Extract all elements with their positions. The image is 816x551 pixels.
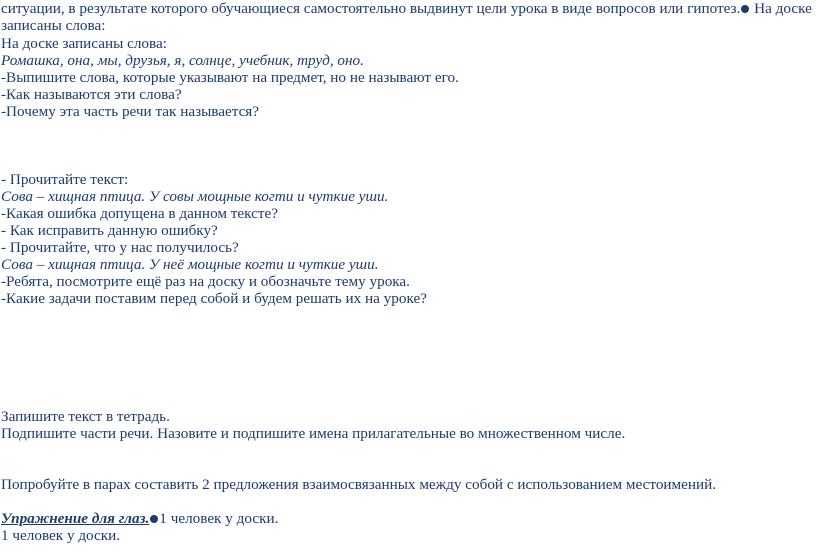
- task-pair-sentences: Попробуйте в парах составить 2 предложения взаимосвязанных между собой с использованием местоимений.: [1, 476, 717, 493]
- question-lesson-tasks: -Какие задачи поставим перед собой и будем решать их на уроке?: [1, 290, 427, 307]
- task-read-result: - Прочитайте, что у нас получилось?: [1, 239, 239, 256]
- question-part-of-speech: -Почему эта часть речи так называется?: [1, 103, 260, 120]
- task-label-parts-of-speech: Подпишите части речи. Назовите и подпишите имена прилагательные во множественном числе.: [1, 425, 626, 442]
- text-line-written-words: записаны слова:: [1, 17, 106, 34]
- task-lesson-topic: -Ребята, посмотрите ещё раз на доску и обозначьте тему урока.: [1, 273, 410, 290]
- question-mistake: -Какая ошибка допущена в данном тексте?: [1, 205, 279, 222]
- text-line-situation: [1, 0, 812, 17]
- task-write-text: Запишите текст в тетрадь.: [1, 408, 170, 425]
- bullet-icon: [150, 515, 158, 523]
- question-fix-mistake: - Как исправить данную ошибку?: [1, 222, 218, 239]
- task-write-words: -Выпишите слова, которые указывают на предмет, но не называют его.: [1, 69, 459, 86]
- italic-word-list: Ромашка, она, мы, друзья, я, солнце, учебник, труд, оно.: [1, 52, 364, 69]
- text-line-person-at-board: 1 человек у доски.: [1, 527, 121, 544]
- task-read-text: - Прочитайте текст:: [1, 171, 129, 188]
- bullet-icon: [741, 5, 749, 13]
- italic-owl-text-corrected: Сова – хищная птица. У неё мощные когти и чуткие уши.: [1, 256, 379, 273]
- situation-text: ситуации, в результате которого обучающиеся самостоятельно выдвинут цели урока в виде вопросов или гипотез.: [1, 0, 741, 17]
- person-at-board-text: 1 человек у доски.: [159, 510, 279, 527]
- italic-owl-text-error: Сова – хищная птица. У совы мощные когти и чуткие уши.: [1, 188, 389, 205]
- text-line-board-words: На доске записаны слова:: [1, 35, 167, 52]
- eye-exercise-heading: Упражнение для глаз.: [1, 510, 150, 527]
- text-line-eye-exercise: [1, 510, 278, 527]
- board-text-start: На доске: [750, 0, 812, 17]
- question-word-name: -Как называются эти слова?: [1, 86, 182, 103]
